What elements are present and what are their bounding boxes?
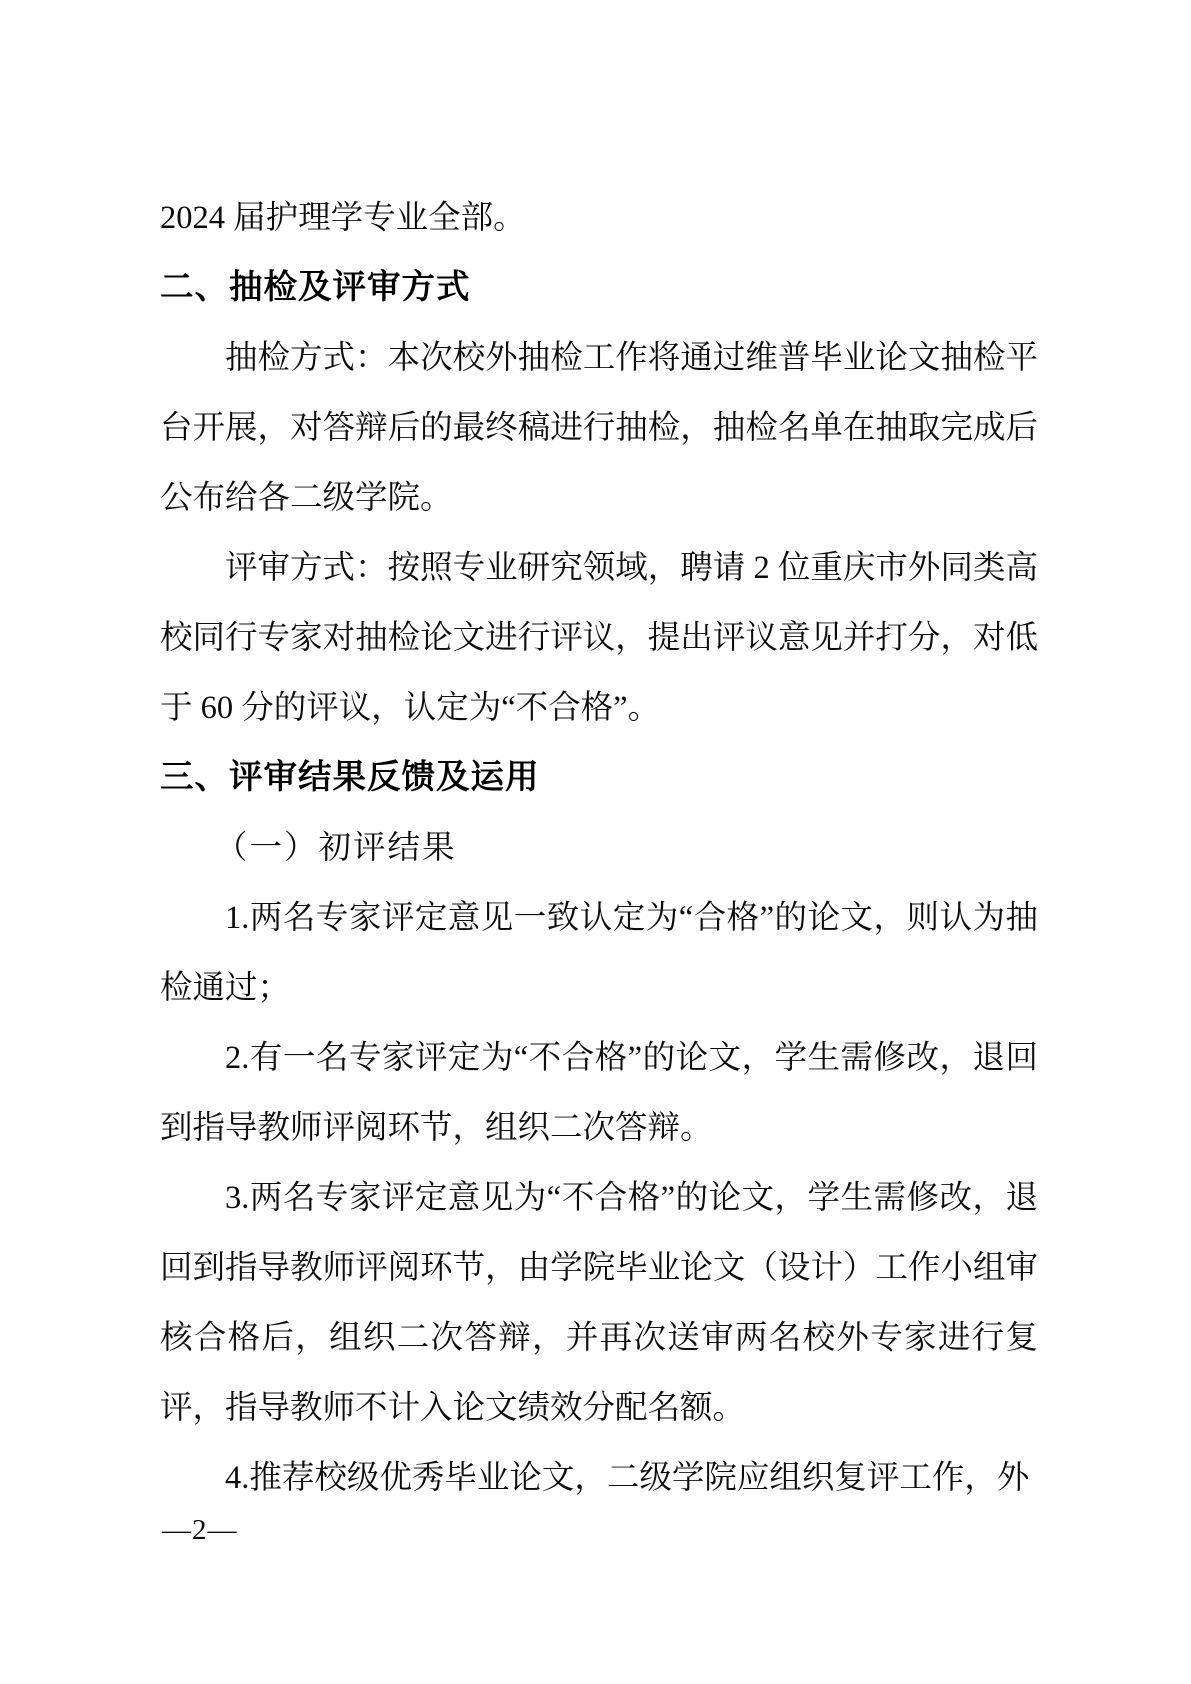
paragraph-item-3: 3.两名专家评定意见为“不合格”的论文，学生需修改，退回到指导教师评阅环节，由学院毕业论文（设计）工作小组审核合格后，组织二次答辩，并再次送审两名校外专家进行复评，指导教师不计入论文绩效分配名额。 (160, 1180, 1038, 1426)
paragraph-item-1: 1.两名专家评定意见一致认定为“合格”的论文，则认为抽检通过； (160, 900, 1038, 1006)
section-heading-3: 三、评审结果反馈及运用 (160, 759, 540, 796)
section-heading-2: 二、抽检及评审方式 (160, 269, 471, 306)
paragraph-sampling-method: 抽检方式：本次校外抽检工作将通过维普毕业论文抽检平台开展，对答辩后的最终稿进行抽检，抽检名单在抽取完成后公布给各二级学院。 (160, 340, 1038, 516)
paragraph-continued-from-previous-page: 2024 届护理学专业全部。 (160, 200, 526, 236)
paragraph-item-4: 4.推荐校级优秀毕业论文，二级学院应组织复评工作，外 (225, 1460, 1030, 1496)
paragraph-review-method: 评审方式：按照专业研究领域，聘请 2 位重庆市外同类高校同行专家对抽检论文进行评议，提出评议意见并打分，对低于 60 分的评议，认定为“不合格”。 (160, 550, 1038, 726)
document-body (160, 183, 1038, 1513)
paragraph-item-2: 2.有一名专家评定为“不合格”的论文，学生需修改，退回到指导教师评阅环节，组织二次答辩。 (160, 1040, 1038, 1146)
page-number: —2— (162, 1514, 238, 1546)
subsection-heading-initial-review: （一）初评结果 (215, 830, 457, 866)
